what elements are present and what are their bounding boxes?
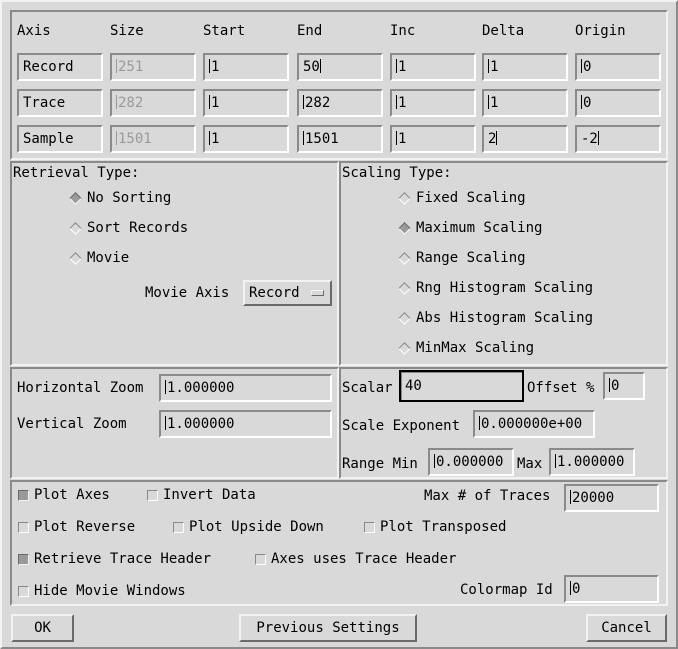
label-maximum-scaling[interactable]: Maximum Scaling [416, 220, 543, 236]
label-fixed-scaling[interactable]: Fixed Scaling [416, 190, 526, 206]
horizontal-zoom-value: 1.000000 [167, 380, 235, 396]
label-movie[interactable]: Movie [87, 250, 130, 266]
invert-data-checkbox[interactable] [147, 490, 158, 501]
size-trace-field [110, 89, 196, 117]
label-rng-histogram-scaling[interactable]: Rng Histogram Scaling [416, 280, 594, 296]
axes-uses-trace-header-label[interactable]: Axes uses Trace Header [271, 551, 457, 567]
axis-record-label: Record [17, 53, 103, 81]
label-range-scaling[interactable]: Range Scaling [416, 250, 526, 266]
max-traces-label: Max # of Traces [424, 488, 551, 504]
vertical-zoom-label: Vertical Zoom [17, 416, 127, 432]
end-trace-value: 282 [305, 95, 331, 111]
ok-button[interactable]: OK [11, 614, 74, 642]
end-sample-value: 1501 [305, 131, 339, 147]
origin-sample-value: -2 [581, 131, 598, 147]
max-traces-field[interactable] [564, 484, 659, 512]
scale-exponent-value: 0.000000e+00 [481, 416, 583, 432]
origin-record-value: 0 [583, 59, 592, 75]
axis-sample-label: Sample [17, 125, 103, 153]
scalar-value: 40 [405, 378, 422, 394]
inc-sample-value: 1 [398, 131, 407, 147]
retrieval-panel [10, 161, 339, 366]
header-origin: Origin [575, 23, 626, 39]
max-field[interactable] [549, 448, 635, 476]
horizontal-zoom-label: Horizontal Zoom [17, 380, 144, 396]
size-sample-field [110, 125, 196, 153]
plot-axes-checkbox[interactable] [18, 490, 29, 501]
max-traces-value: 20000 [572, 490, 615, 506]
offset-value: 0 [611, 378, 620, 394]
start-record-value: 1 [211, 59, 220, 75]
plot-axes-label[interactable]: Plot Axes [34, 487, 110, 503]
inc-trace-value: 1 [398, 95, 407, 111]
vertical-zoom-value: 1.000000 [167, 416, 235, 432]
size-record-field [110, 53, 196, 81]
origin-record-field[interactable] [575, 53, 661, 81]
end-record-field[interactable] [297, 53, 383, 81]
label-abs-histogram-scaling[interactable]: Abs Histogram Scaling [416, 310, 594, 326]
movie-axis-select[interactable] [243, 280, 332, 306]
start-trace-value: 1 [211, 95, 220, 111]
inc-record-field[interactable] [390, 53, 476, 81]
plot-upside-down-checkbox[interactable] [173, 522, 184, 533]
cancel-button[interactable]: Cancel [586, 614, 667, 642]
colormap-id-label: Colormap Id [460, 582, 553, 598]
end-record-value: 50 [303, 59, 320, 75]
label-minmax-scaling[interactable]: MinMax Scaling [416, 340, 535, 356]
header-end: End [297, 23, 323, 39]
start-sample-value: 1 [211, 131, 220, 147]
plot-transposed-label[interactable]: Plot Transposed [380, 519, 507, 535]
start-record-field[interactable] [203, 53, 289, 81]
scale-exponent-field[interactable] [473, 410, 595, 438]
start-trace-field[interactable] [203, 89, 289, 117]
retrieve-trace-header-label[interactable]: Retrieve Trace Header [34, 551, 212, 567]
invert-data-label[interactable]: Invert Data [163, 487, 256, 503]
movie-axis-value: Record [249, 285, 300, 301]
scalar-field[interactable] [399, 370, 524, 402]
vertical-zoom-field[interactable] [159, 410, 332, 438]
colormap-id-field[interactable] [564, 575, 659, 603]
plot-transposed-checkbox[interactable] [364, 522, 375, 533]
scaling-title: Scaling Type: [342, 165, 452, 181]
size-sample-value: 1501 [118, 131, 152, 147]
inc-sample-field[interactable] [390, 125, 476, 153]
delta-sample-field[interactable] [482, 125, 568, 153]
retrieval-title: Retrieval Type: [13, 165, 140, 181]
hide-movie-windows-checkbox[interactable] [18, 586, 29, 597]
axis-trace-label: Trace [17, 89, 103, 117]
delta-record-value: 1 [490, 59, 499, 75]
max-label: Max [517, 456, 543, 472]
retrieve-trace-header-checkbox[interactable] [18, 554, 29, 565]
header-axis: Axis [17, 23, 51, 39]
header-inc: Inc [390, 23, 416, 39]
movie-axis-label: Movie Axis [145, 285, 230, 301]
option-menu-indicator-icon [311, 290, 324, 296]
max-value: 1.000000 [557, 454, 625, 470]
size-trace-value: 282 [118, 95, 144, 111]
range-min-value: 0.000000 [436, 454, 504, 470]
end-sample-field[interactable] [297, 125, 383, 153]
delta-trace-value: 1 [490, 95, 499, 111]
plot-reverse-label[interactable]: Plot Reverse [34, 519, 136, 535]
colormap-id-value: 0 [572, 581, 581, 597]
origin-trace-field[interactable] [575, 89, 661, 117]
header-start: Start [203, 23, 246, 39]
hide-movie-windows-label[interactable]: Hide Movie Windows [34, 583, 186, 599]
header-size: Size [110, 23, 144, 39]
delta-trace-field[interactable] [482, 89, 568, 117]
plot-upside-down-label[interactable]: Plot Upside Down [189, 519, 324, 535]
previous-settings-button[interactable]: Previous Settings [239, 614, 417, 642]
origin-sample-field[interactable] [575, 125, 661, 153]
end-trace-field[interactable] [297, 89, 383, 117]
origin-trace-value: 0 [583, 95, 592, 111]
label-sort-records[interactable]: Sort Records [87, 220, 189, 236]
scale-exponent-label: Scale Exponent [342, 418, 461, 434]
range-min-field[interactable] [428, 448, 514, 476]
header-delta: Delta [482, 23, 525, 39]
horizontal-zoom-field[interactable] [159, 374, 332, 402]
inc-trace-field[interactable] [390, 89, 476, 117]
scalar-label: Scalar [342, 380, 393, 396]
offset-field[interactable] [603, 372, 645, 400]
plot-reverse-checkbox[interactable] [18, 522, 29, 533]
size-record-value: 251 [118, 59, 144, 75]
label-no-sorting[interactable]: No Sorting [87, 190, 172, 206]
offset-label: Offset % [527, 380, 595, 396]
start-sample-field[interactable] [203, 125, 289, 153]
delta-sample-value: 2 [488, 131, 497, 147]
range-min-label: Range Min [342, 456, 418, 472]
inc-record-value: 1 [398, 59, 407, 75]
delta-record-field[interactable] [482, 53, 568, 81]
axes-uses-trace-header-checkbox[interactable] [255, 554, 266, 565]
